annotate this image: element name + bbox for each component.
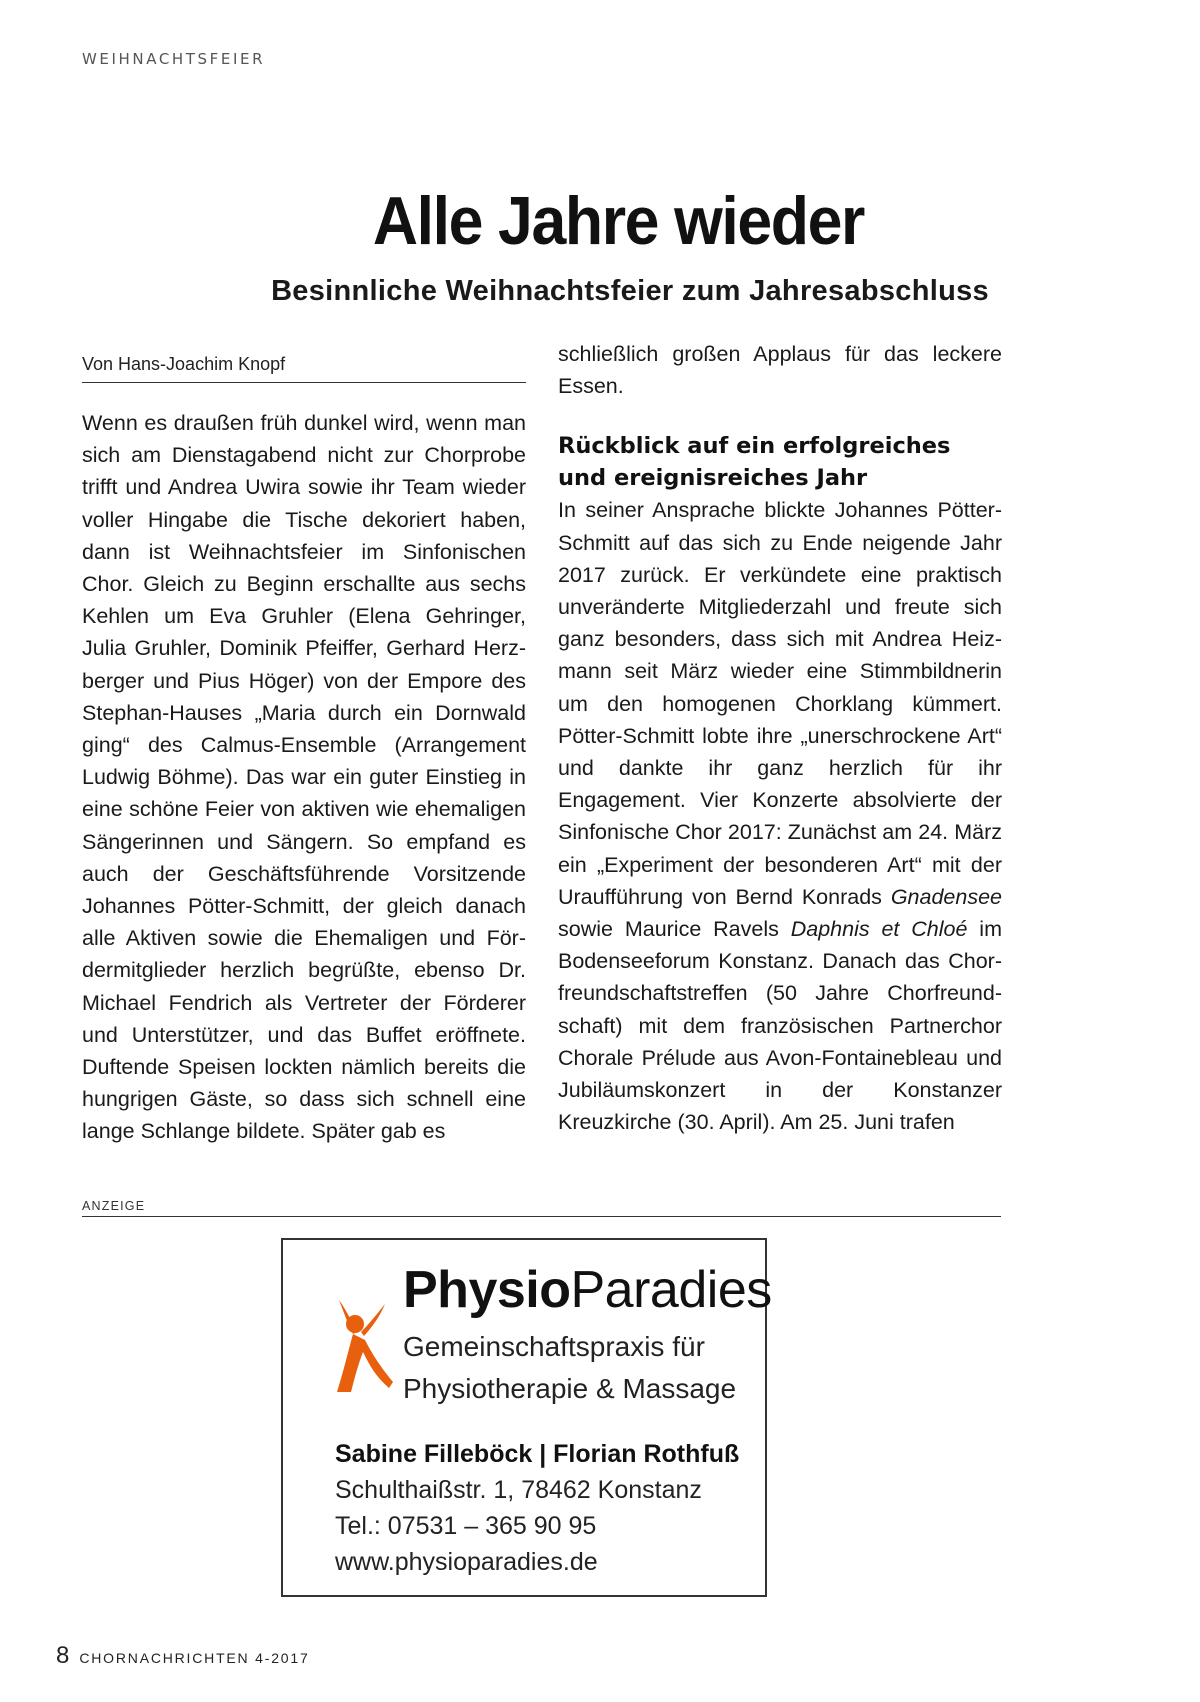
brand-name-regular: Paradies [570,1261,772,1319]
tagline-line-1: Gemeinschaftspraxis für [403,1331,705,1362]
practitioner-names: Sabine Filleböck | Florian Rothfuß [335,1440,740,1468]
page-number: 8 [56,1642,70,1669]
brand-name [403,1260,772,1320]
tagline-line-2: Physiotherapie & Massage [403,1373,737,1404]
page-footer [56,1642,310,1670]
advertisement-box [281,1238,772,1597]
contact-block [335,1436,739,1580]
paragraph-review-a: In seiner Ansprache blickte Johannes Pötter-Schmitt auf das sich zu Ende neigende Jahr 2017 zurück. Er verkündete eine praktisch unveränderte Mitgliederzahl und freute sich ganz besonders, dass sich mit Andrea Heizmann seit März wieder eine Stimmbildnerin um den homogenen Chorklang kümmert. Pötter-Schmitt lobte ihre „unerschrockene Art“ und dankte ihr ganz herzlich für ihr Engagement. Vier Konzerte absolvierte der Sinfonische Chor 2017: Zunächst am 24. März ein „Experiment der besonderen Art“ mit der Uraufführung von Bernd Konrads [558,498,1002,909]
brand-tagline [403,1326,736,1410]
paragraph-intro: Wenn es draußen früh dunkel wird, wenn man sich am Dienstagabend nicht zur Chorprobe trifft und Andrea Uwira sowie ihr Team wieder voller Hingabe die Tische dekoriert haben, dann ist Weihnachtsfeier im Sinfonischen Chor. Gleich zu Beginn erschallte aus sechs Kehlen um Eva Gruhler (Elena Gehringer, Julia Gruhler, Dominik Pfeiffer, Gerhard Herzberger und Pius Höger) von der Empore des Stephan-Hauses „Maria durch ein Dornwald ging“ des Calmus-Ensemble (Arrangement Ludwig Böhme). Das war ein guter Einstieg in eine schöne Feier von aktiven wie ehemaligen Sängerinnen und Sängern. So empfand es auch der Geschäftsführende Vorsitzende Johannes Pötter-Schmitt, der gleich danach alle Aktiven sowie die Ehemaligen und Fördermitglieder herzlich begrüßte, ebenso Dr. Michael Fendrich als Vertreter der Förderer und Unterstützer, und das Buffet eröffnete. Duftende Speisen lockten nämlich bereits die hungrigen Gäste, so dass sich schnell eine lange Schlange bildete. Später gab es [82,411,526,1144]
paragraph-intro-continued: schließlich großen Applaus für das leckere Essen. [558,342,1002,399]
article-subtitle: Besinnliche Weihnachtsfeier zum Jahresabschluss [271,275,989,307]
work-title-gnadensee: Gnadensee [890,884,1002,909]
paragraph-review [558,494,1002,1138]
section-subhead: Rückblick auf ein erfolgreiches und ereignisreiches Jahr [558,433,951,492]
section-label: WEIHNACHTSFEIER [82,50,266,68]
dancing-figure-logo-icon [333,1296,393,1396]
article-column-left [82,352,526,1148]
byline: Von Hans-Joachim Knopf [82,352,526,383]
article-title: Alle Jahre wieder [372,183,864,259]
paragraph-review-c: im Bodenseeforum Konstanz. Danach das Chorfreundschaftstreffen (50 Jahre Chorfreundschaft) mit dem französischen Partnerchor Chorale Prélude aus Avon-Fontainebleau und Jubiläumskonzert in der Konstanzer Kreuzkirche (30. April). Am 25. Juni trafen [558,917,1002,1135]
phone: Tel.: 07531 – 365 90 95 [335,1512,597,1540]
work-title-daphnis: Daphnis et Chloé [790,917,968,942]
website: www.physioparadies.de [335,1548,598,1576]
address: Schulthaißstr. 1, 78462 Konstanz [335,1476,702,1504]
brand-name-bold: Physio [403,1261,571,1319]
paragraph-review-b: sowie Maurice Ravels [558,917,791,942]
advertisement-label: ANZEIGE [82,1199,1001,1217]
article-column-right [558,342,1002,1138]
magazine-issue: CHORNACHRICHTEN 4-2017 [79,1650,310,1666]
